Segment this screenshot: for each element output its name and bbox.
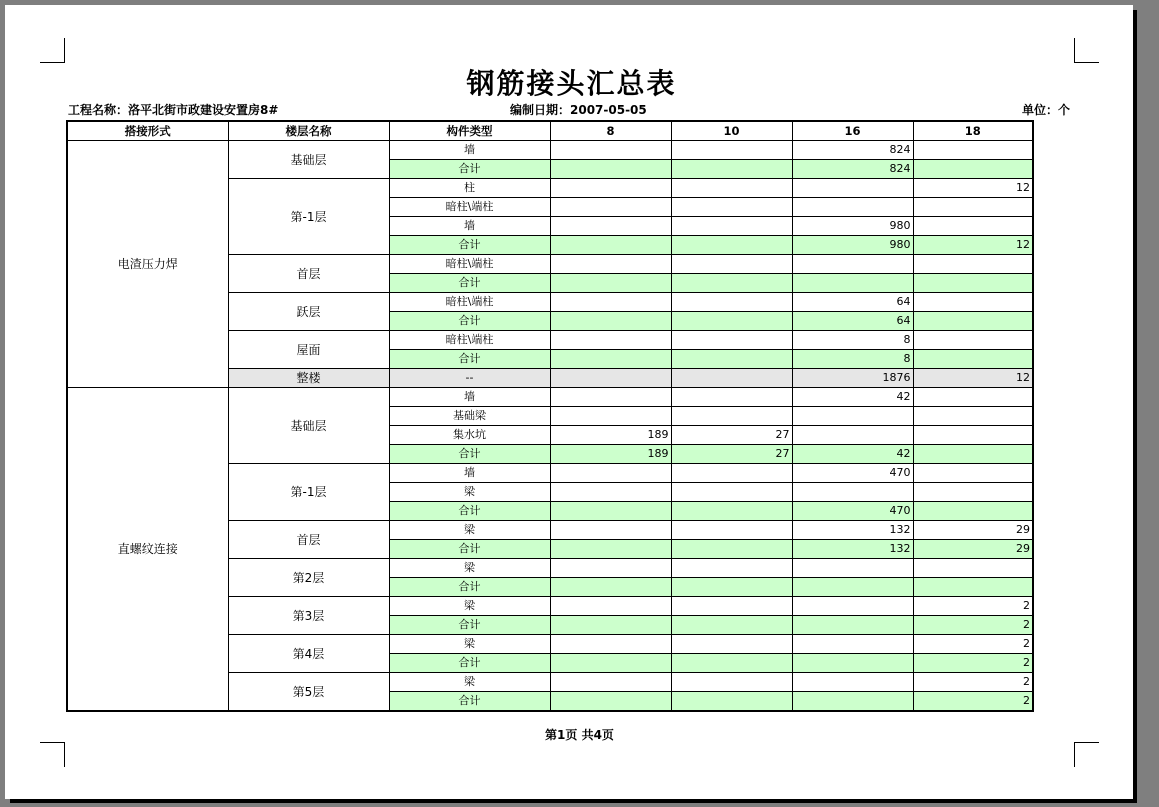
value-cell [671, 141, 792, 160]
value-cell [792, 559, 913, 578]
value-cell [913, 293, 1033, 312]
value-cell [550, 673, 671, 692]
value-cell [792, 198, 913, 217]
component-type-cell: 暗柱\端柱 [389, 293, 550, 312]
crop-mark-bottom-right [1074, 742, 1099, 767]
header-diameter-16: 16 [792, 121, 913, 141]
value-cell [671, 521, 792, 540]
table-row [67, 141, 1033, 160]
value-cell: 29 [913, 540, 1033, 559]
value-cell [671, 274, 792, 293]
floor-cell: 基础层 [228, 388, 389, 464]
value-cell [913, 198, 1033, 217]
value-cell [550, 312, 671, 331]
value-cell [913, 559, 1033, 578]
component-type-cell: 暗柱\端柱 [389, 255, 550, 274]
component-type-cell: 合计 [389, 578, 550, 597]
value-cell [792, 407, 913, 426]
value-cell [550, 483, 671, 502]
value-cell [792, 578, 913, 597]
method-cell: 电渣压力焊 [67, 141, 228, 388]
component-type-cell: 基础梁 [389, 407, 550, 426]
value-cell: 2 [913, 673, 1033, 692]
value-cell [671, 635, 792, 654]
value-cell [550, 464, 671, 483]
value-cell [913, 388, 1033, 407]
value-cell: 189 [550, 445, 671, 464]
value-cell [792, 616, 913, 635]
page-shadow-bottom [10, 799, 1137, 803]
value-cell: 2 [913, 635, 1033, 654]
component-type-cell: 合计 [389, 692, 550, 712]
value-cell [550, 274, 671, 293]
value-cell [550, 597, 671, 616]
value-cell [550, 141, 671, 160]
floor-cell: 第3层 [228, 597, 389, 635]
value-cell: 12 [913, 369, 1033, 388]
value-cell [550, 635, 671, 654]
value-cell [550, 350, 671, 369]
value-cell [913, 426, 1033, 445]
table-header-row [67, 121, 1033, 141]
value-cell [550, 616, 671, 635]
value-cell [550, 331, 671, 350]
component-type-cell: 墙 [389, 464, 550, 483]
value-cell [671, 255, 792, 274]
project-name: 工程名称：洛平北街市政建设安置房8# [68, 103, 279, 117]
value-cell [550, 559, 671, 578]
value-cell [913, 578, 1033, 597]
component-type-cell: 梁 [389, 673, 550, 692]
floor-cell: 第-1层 [228, 464, 389, 521]
value-cell: 12 [913, 179, 1033, 198]
value-cell [671, 673, 792, 692]
floor-cell: 跃层 [228, 293, 389, 331]
value-cell: 2 [913, 597, 1033, 616]
value-cell: 132 [792, 521, 913, 540]
value-cell [550, 578, 671, 597]
value-cell: 980 [792, 217, 913, 236]
value-cell: 2 [913, 616, 1033, 635]
value-cell: 12 [913, 236, 1033, 255]
page-number: 第1页 共4页 [545, 728, 614, 742]
value-cell [913, 160, 1033, 179]
component-type-cell: 墙 [389, 217, 550, 236]
value-cell [792, 483, 913, 502]
header-diameter-18: 18 [913, 121, 1033, 141]
page-shadow-right [1133, 10, 1137, 802]
value-cell [550, 217, 671, 236]
component-type-cell: 集水坑 [389, 426, 550, 445]
component-type-cell: 合计 [389, 312, 550, 331]
value-cell: 27 [671, 426, 792, 445]
crop-mark-bottom-left [40, 742, 65, 767]
value-cell [671, 597, 792, 616]
component-type-cell: 柱 [389, 179, 550, 198]
value-cell [550, 654, 671, 673]
value-cell [913, 141, 1033, 160]
component-type-cell: 合计 [389, 350, 550, 369]
component-type-cell: 墙 [389, 141, 550, 160]
compile-date: 编制日期：2007-05-05 [510, 103, 647, 117]
value-cell [913, 502, 1033, 521]
value-cell [671, 312, 792, 331]
table-body [67, 141, 1033, 712]
value-cell [792, 597, 913, 616]
value-cell [792, 179, 913, 198]
value-cell [671, 350, 792, 369]
value-cell [550, 369, 671, 388]
value-cell [913, 255, 1033, 274]
value-cell [671, 293, 792, 312]
value-cell [671, 217, 792, 236]
value-cell [671, 236, 792, 255]
value-cell [671, 559, 792, 578]
value-cell: 8 [792, 350, 913, 369]
value-cell: 42 [792, 445, 913, 464]
report-title: 钢筋接头汇总表 [466, 67, 677, 100]
component-type-cell: 合计 [389, 274, 550, 293]
value-cell [792, 255, 913, 274]
component-type-cell: 梁 [389, 559, 550, 578]
value-cell [671, 331, 792, 350]
value-cell [550, 692, 671, 712]
value-cell [550, 388, 671, 407]
value-cell: 189 [550, 426, 671, 445]
header-method: 搭接形式 [67, 121, 228, 141]
table-row [67, 388, 1033, 407]
value-cell [671, 198, 792, 217]
rebar-joint-summary-table [66, 120, 1034, 712]
value-cell: 64 [792, 293, 913, 312]
header-diameter-8: 8 [550, 121, 671, 141]
value-cell [671, 692, 792, 712]
component-type-cell: 梁 [389, 483, 550, 502]
value-cell [550, 236, 671, 255]
value-cell: 2 [913, 654, 1033, 673]
value-cell: 824 [792, 141, 913, 160]
floor-cell: 第2层 [228, 559, 389, 597]
value-cell [913, 274, 1033, 293]
value-cell [671, 540, 792, 559]
header-component-type: 构件类型 [389, 121, 550, 141]
crop-mark-top-right [1074, 38, 1099, 63]
value-cell: 132 [792, 540, 913, 559]
value-cell [671, 369, 792, 388]
value-cell: 980 [792, 236, 913, 255]
value-cell [550, 198, 671, 217]
floor-cell: 屋面 [228, 331, 389, 369]
value-cell [550, 540, 671, 559]
header-floor: 楼层名称 [228, 121, 389, 141]
floor-cell: 第5层 [228, 673, 389, 712]
value-cell [550, 160, 671, 179]
component-type-cell: 合计 [389, 540, 550, 559]
value-cell: 824 [792, 160, 913, 179]
value-cell [671, 502, 792, 521]
component-type-cell: 合计 [389, 160, 550, 179]
value-cell: 29 [913, 521, 1033, 540]
value-cell [792, 673, 913, 692]
value-cell [913, 331, 1033, 350]
value-cell: 2 [913, 692, 1033, 712]
value-cell [550, 255, 671, 274]
floor-cell: 整楼 [228, 369, 389, 388]
component-type-cell: 合计 [389, 502, 550, 521]
value-cell [792, 635, 913, 654]
value-cell [913, 217, 1033, 236]
value-cell [671, 388, 792, 407]
value-cell: 27 [671, 445, 792, 464]
floor-cell: 首层 [228, 255, 389, 293]
value-cell [792, 274, 913, 293]
value-cell [792, 654, 913, 673]
crop-mark-top-left [40, 38, 65, 63]
value-cell: 1876 [792, 369, 913, 388]
value-cell [792, 692, 913, 712]
value-cell [913, 407, 1033, 426]
floor-cell: 第4层 [228, 635, 389, 673]
value-cell [671, 160, 792, 179]
value-cell [671, 483, 792, 502]
floor-cell: 首层 [228, 521, 389, 559]
component-type-cell: 合计 [389, 616, 550, 635]
value-cell [550, 179, 671, 198]
component-type-cell: 墙 [389, 388, 550, 407]
component-type-cell: 梁 [389, 521, 550, 540]
header-diameter-10: 10 [671, 121, 792, 141]
unit-label: 单位：个 [1022, 103, 1071, 117]
value-cell: 8 [792, 331, 913, 350]
component-type-cell: 合计 [389, 236, 550, 255]
component-type-cell: 梁 [389, 597, 550, 616]
value-cell [671, 179, 792, 198]
value-cell [913, 312, 1033, 331]
component-type-cell: 梁 [389, 635, 550, 654]
floor-cell: 基础层 [228, 141, 389, 179]
method-cell: 直螺纹连接 [67, 388, 228, 712]
value-cell [550, 293, 671, 312]
component-type-cell: 暗柱\端柱 [389, 331, 550, 350]
value-cell [913, 445, 1033, 464]
value-cell [913, 483, 1033, 502]
value-cell [550, 502, 671, 521]
value-cell [671, 464, 792, 483]
value-cell [550, 521, 671, 540]
value-cell [671, 616, 792, 635]
value-cell [671, 578, 792, 597]
component-type-cell: 暗柱\端柱 [389, 198, 550, 217]
value-cell [671, 407, 792, 426]
floor-cell: 第-1层 [228, 179, 389, 255]
value-cell: 42 [792, 388, 913, 407]
component-type-cell: -- [389, 369, 550, 388]
component-type-cell: 合计 [389, 654, 550, 673]
value-cell [913, 350, 1033, 369]
value-cell [913, 464, 1033, 483]
value-cell: 470 [792, 464, 913, 483]
component-type-cell: 合计 [389, 445, 550, 464]
value-cell [671, 654, 792, 673]
value-cell: 470 [792, 502, 913, 521]
value-cell [550, 407, 671, 426]
value-cell [792, 426, 913, 445]
value-cell: 64 [792, 312, 913, 331]
